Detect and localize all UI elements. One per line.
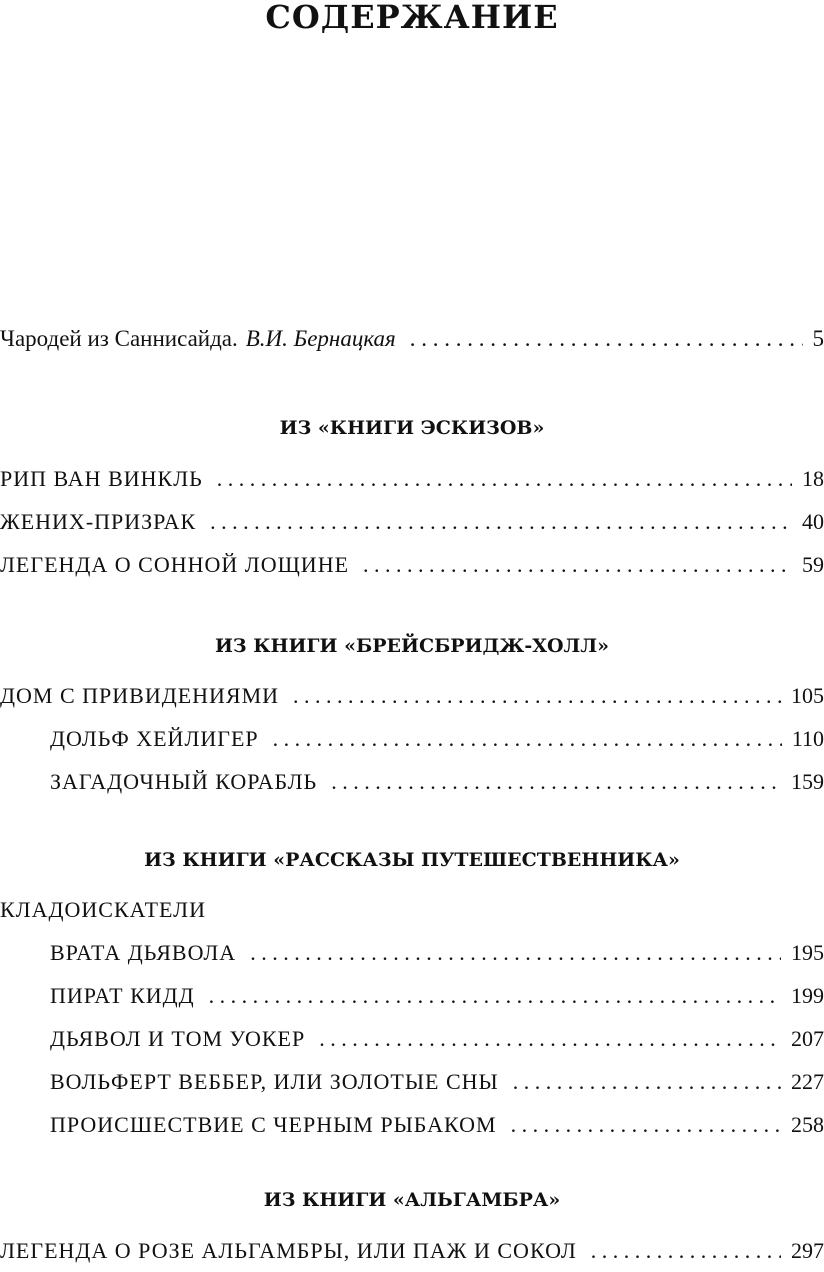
dot-leader xyxy=(217,466,792,492)
entry-page-number: 40 xyxy=(802,509,824,534)
dot-leader xyxy=(293,683,781,709)
toc-entry-intro[interactable] xyxy=(0,326,824,358)
dot-leader xyxy=(250,940,781,966)
toc-entry[interactable] xyxy=(0,466,824,498)
entry-page-number: 227 xyxy=(791,1069,824,1094)
entry-author: В.И. Бернацкая xyxy=(245,326,396,351)
entry-title: РИП ВАН ВИНКЛЬ xyxy=(0,466,203,491)
entry-title: ЗАГАДОЧНЫЙ КОРАБЛЬ xyxy=(50,769,318,794)
toc-entry[interactable] xyxy=(0,683,824,715)
dot-leader xyxy=(209,983,781,1009)
entry-title: ДОМ С ПРИВИДЕНИЯМИ xyxy=(0,683,280,708)
dot-leader xyxy=(273,726,782,752)
dot-leader xyxy=(363,552,792,578)
entry-title: ЛЕГЕНДА О СОННОЙ ЛОЩИНЕ xyxy=(0,552,350,577)
entry-title: ЖЕНИХ-ПРИЗРАК xyxy=(0,509,197,534)
entry-page-number: 297 xyxy=(791,1238,824,1263)
entry-page-number: 105 xyxy=(791,683,824,708)
toc-entry[interactable] xyxy=(0,1238,824,1270)
section-heading: ИЗ КНИГИ «РАССКАЗЫ ПУТЕШЕСТВЕННИКА» xyxy=(144,849,680,871)
group-title: КЛАДОИСКАТЕЛИ xyxy=(0,897,206,922)
entry-page-number: 18 xyxy=(802,466,824,491)
section-heading: ИЗ КНИГИ «БРЕЙСБРИДЖ-ХОЛЛ» xyxy=(214,635,610,657)
toc-group-label xyxy=(0,897,824,929)
entry-page-number: 207 xyxy=(791,1026,824,1051)
entry-title: ПРОИСШЕСТВИЕ С ЧЕРНЫМ РЫБАКОМ xyxy=(50,1112,497,1137)
toc-entry[interactable] xyxy=(0,983,824,1015)
entry-page-number: 159 xyxy=(791,769,824,794)
toc-entry[interactable] xyxy=(0,1069,824,1101)
toc-entry[interactable] xyxy=(0,769,824,801)
entry-page-number: 199 xyxy=(791,983,824,1008)
entry-title: ВРАТА ДЬЯВОЛА xyxy=(50,940,237,965)
dot-leader xyxy=(210,509,792,535)
dot-leader xyxy=(319,1026,781,1052)
toc-entry[interactable] xyxy=(0,1026,824,1058)
entry-title: ДЬЯВОЛ И ТОМ УОКЕР xyxy=(50,1026,306,1051)
dot-leader xyxy=(591,1238,781,1264)
section-heading: ИЗ КНИГИ «АЛЬГАМБРА» xyxy=(263,1189,561,1211)
entry-page-number: 59 xyxy=(802,552,824,577)
entry-title: ВОЛЬФЕРТ ВЕББЕР, ИЛИ ЗОЛОТЫЕ СНЫ xyxy=(50,1069,499,1094)
page-title: СОДЕРЖАНИЕ xyxy=(265,0,559,36)
toc-entry[interactable] xyxy=(0,1112,824,1144)
entry-title: Чародей из Саннисайда. xyxy=(0,326,238,351)
toc-entry[interactable] xyxy=(0,726,824,758)
dot-leader xyxy=(511,1112,781,1138)
toc-entry[interactable] xyxy=(0,940,824,972)
entry-title: ДОЛЬФ ХЕЙЛИГЕР xyxy=(50,726,259,751)
entry-title: ЛЕГЕНДА О РОЗЕ АЛЬГАМБРЫ, ИЛИ ПАЖ И СОКОЛ xyxy=(0,1238,577,1263)
entry-page-number: 110 xyxy=(791,726,824,751)
section-heading: ИЗ «КНИГИ ЭСКИЗОВ» xyxy=(279,417,545,439)
dot-leader xyxy=(513,1069,781,1095)
toc-entry[interactable] xyxy=(0,552,824,584)
dot-leader xyxy=(410,326,803,352)
dot-leader xyxy=(331,769,781,795)
toc-entry[interactable] xyxy=(0,509,824,541)
entry-title: ПИРАТ КИДД xyxy=(50,983,195,1008)
entry-page-number: 195 xyxy=(791,940,824,965)
entry-page-number: 5 xyxy=(812,326,824,351)
entry-page-number: 258 xyxy=(791,1112,824,1137)
